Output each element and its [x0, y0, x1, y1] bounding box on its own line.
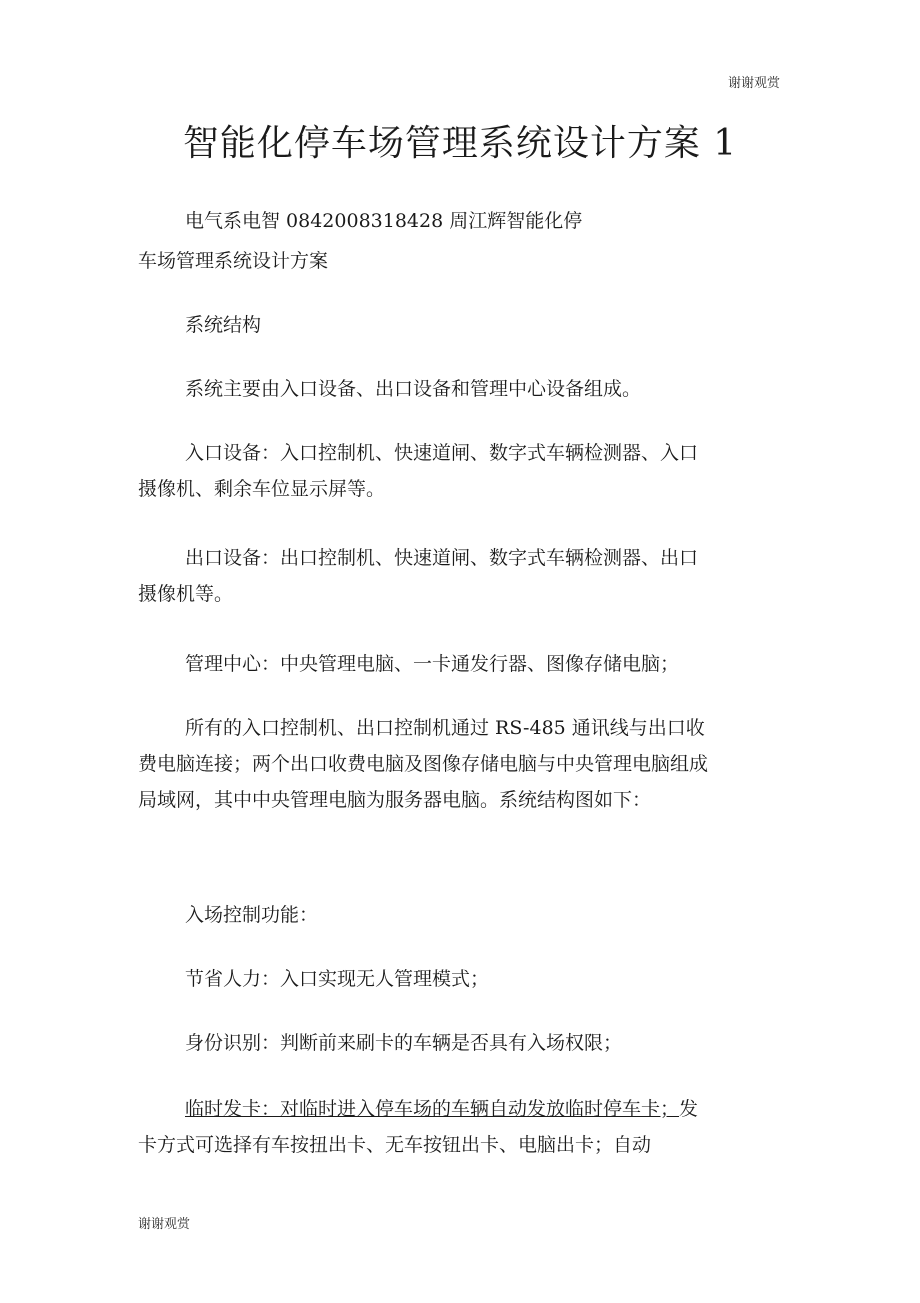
paragraph-composition: 系统主要由入口设备、出口设备和管理中心设备组成。 [185, 378, 642, 400]
paragraph-labor-saving: 节省人力：入口实现无人管理模式； [185, 968, 490, 990]
temp-card-continued-text: 发卡方式可选择有车按扭出卡、无车按钮出卡、电脑出卡；自动 [138, 1098, 699, 1156]
paragraph-network: 所有的入口控制机、出口控制机通过 RS-485 通讯线与出口收费电脑连接；两个出口收费电脑及图像存储电脑与中央管理电脑组成局域网，其中中央管理电脑为服务器电脑。系统结构图如下： [138, 717, 709, 811]
section-heading-structure: 系统结构 [185, 314, 262, 336]
footer-note: 谢谢观赏 [138, 1217, 191, 1232]
paragraph-temp-card [138, 1091, 714, 1163]
section-heading-entry-control: 入场控制功能： [185, 904, 319, 926]
author-line: 电气系电智 0842008318428 周江辉智能化停 [185, 210, 583, 232]
paragraph-entrance-equipment: 入口设备：入口控制机、快速道闸、数字式车辆检测器、入口摄像机、剩余车位显示屏等。 [138, 442, 699, 500]
subtitle-line: 车场管理系统设计方案 [138, 250, 329, 272]
paragraph-identification: 身份识别：判断前来刷卡的车辆是否具有入场权限； [185, 1032, 623, 1054]
header-note: 谢谢观赏 [727, 76, 780, 91]
page-title: 智能化停车场管理系统设计方案 1 [182, 123, 738, 164]
paragraph-management-center: 管理中心：中央管理电脑、一卡通发行器、图像存储电脑； [185, 653, 680, 675]
paragraph-exit-equipment: 出口设备：出口控制机、快速道闸、数字式车辆检测器、出口摄像机等。 [138, 547, 699, 605]
temp-card-underlined-text: 临时发卡：对临时进入停车场的车辆自动发放临时停车卡； [185, 1098, 680, 1120]
